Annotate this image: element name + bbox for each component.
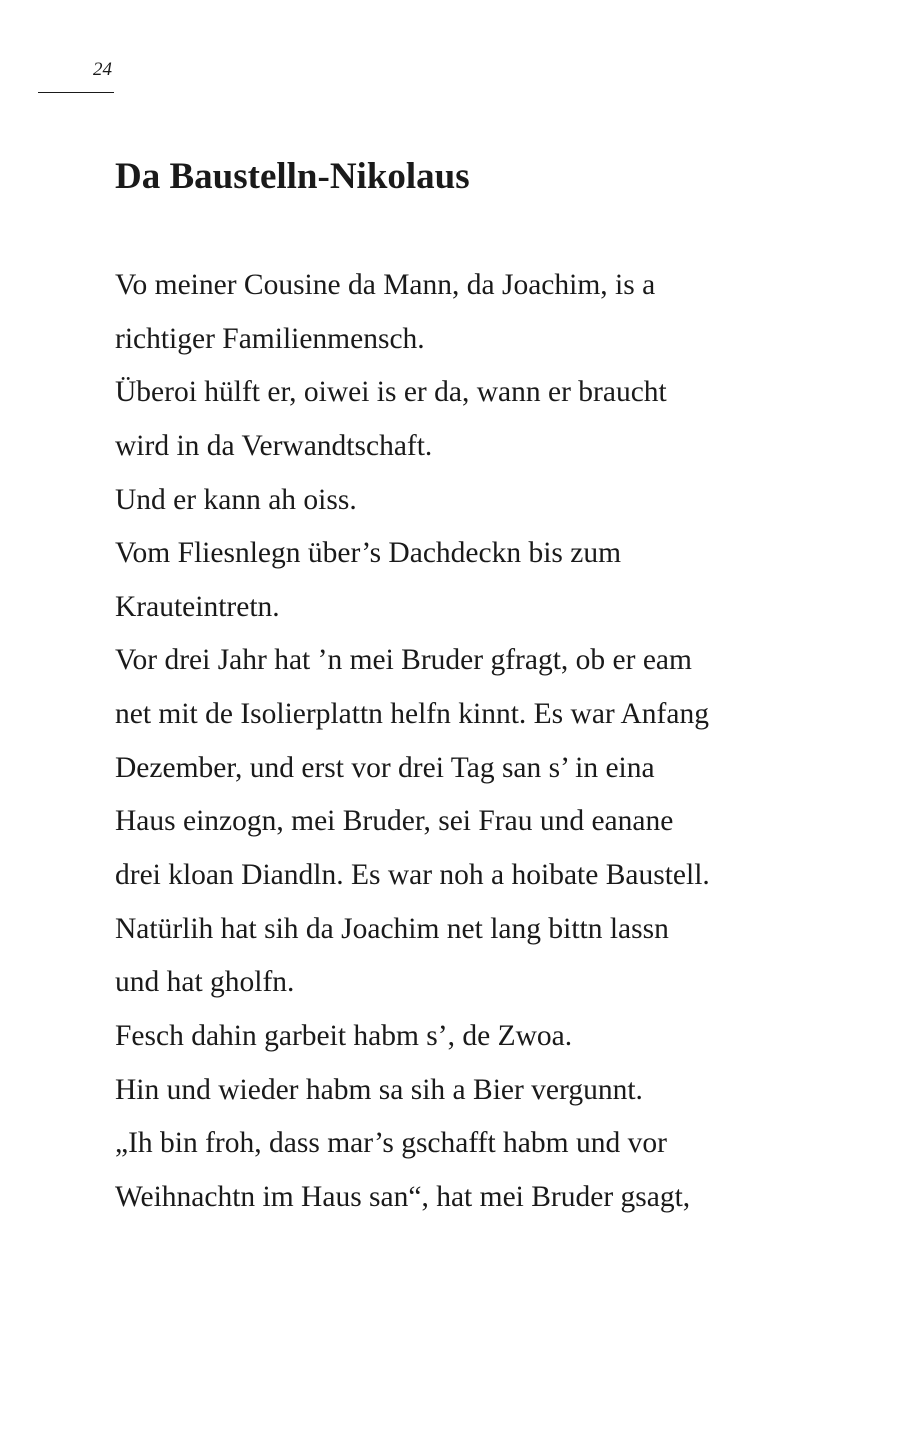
text-line: wird in da Verwandtschaft.	[115, 429, 433, 462]
text-line: Fesch dahin garbeit habm s’, de Zwoa.	[115, 1019, 573, 1052]
text-line: Hin und wieder habm sa sih a Bier vergunnt.	[115, 1073, 643, 1106]
text-line: Weihnachtn im Haus san“, hat mei Bruder gsagt,	[115, 1180, 691, 1213]
text-line: drei kloan Diandln. Es war noh a hoibate Baustell.	[115, 859, 710, 892]
text-line: Krauteintretn.	[115, 590, 280, 623]
page-number-rule	[38, 92, 114, 93]
text-line: Dezember, und erst vor drei Tag san s’ in eina	[115, 751, 655, 784]
text-line: Und er kann ah oiss.	[115, 483, 357, 516]
text-line: Überoi hülft er, oiwei is er da, wann er braucht	[115, 376, 667, 409]
text-line: „Ih bin froh, dass mar’s gschafft habm und vor	[115, 1127, 667, 1160]
text-line: richtiger Familienmensch.	[115, 322, 425, 355]
text-line: Haus einzogn, mei Bruder, sei Frau und eanane	[115, 805, 674, 838]
body-text	[115, 259, 815, 1225]
text-line: Vo meiner Cousine da Mann, da Joachim, is a	[115, 269, 656, 301]
text-line: Natürlih hat sih da Joachim net lang bittn lassn	[115, 912, 669, 945]
text-line: net mit de Isolierplattn helfn kinnt. Es war Anfang	[115, 698, 709, 731]
text-line: und hat gholfn.	[115, 966, 295, 999]
text-line: Vom Fliesnlegn über’s Dachdeckn bis zum	[115, 537, 622, 570]
text-line: Vor drei Jahr hat ’n mei Bruder gfragt, ob er eam	[115, 644, 692, 677]
page-number: 24	[93, 59, 112, 80]
chapter-title: Da Baustelln-Nikolaus	[115, 156, 470, 197]
